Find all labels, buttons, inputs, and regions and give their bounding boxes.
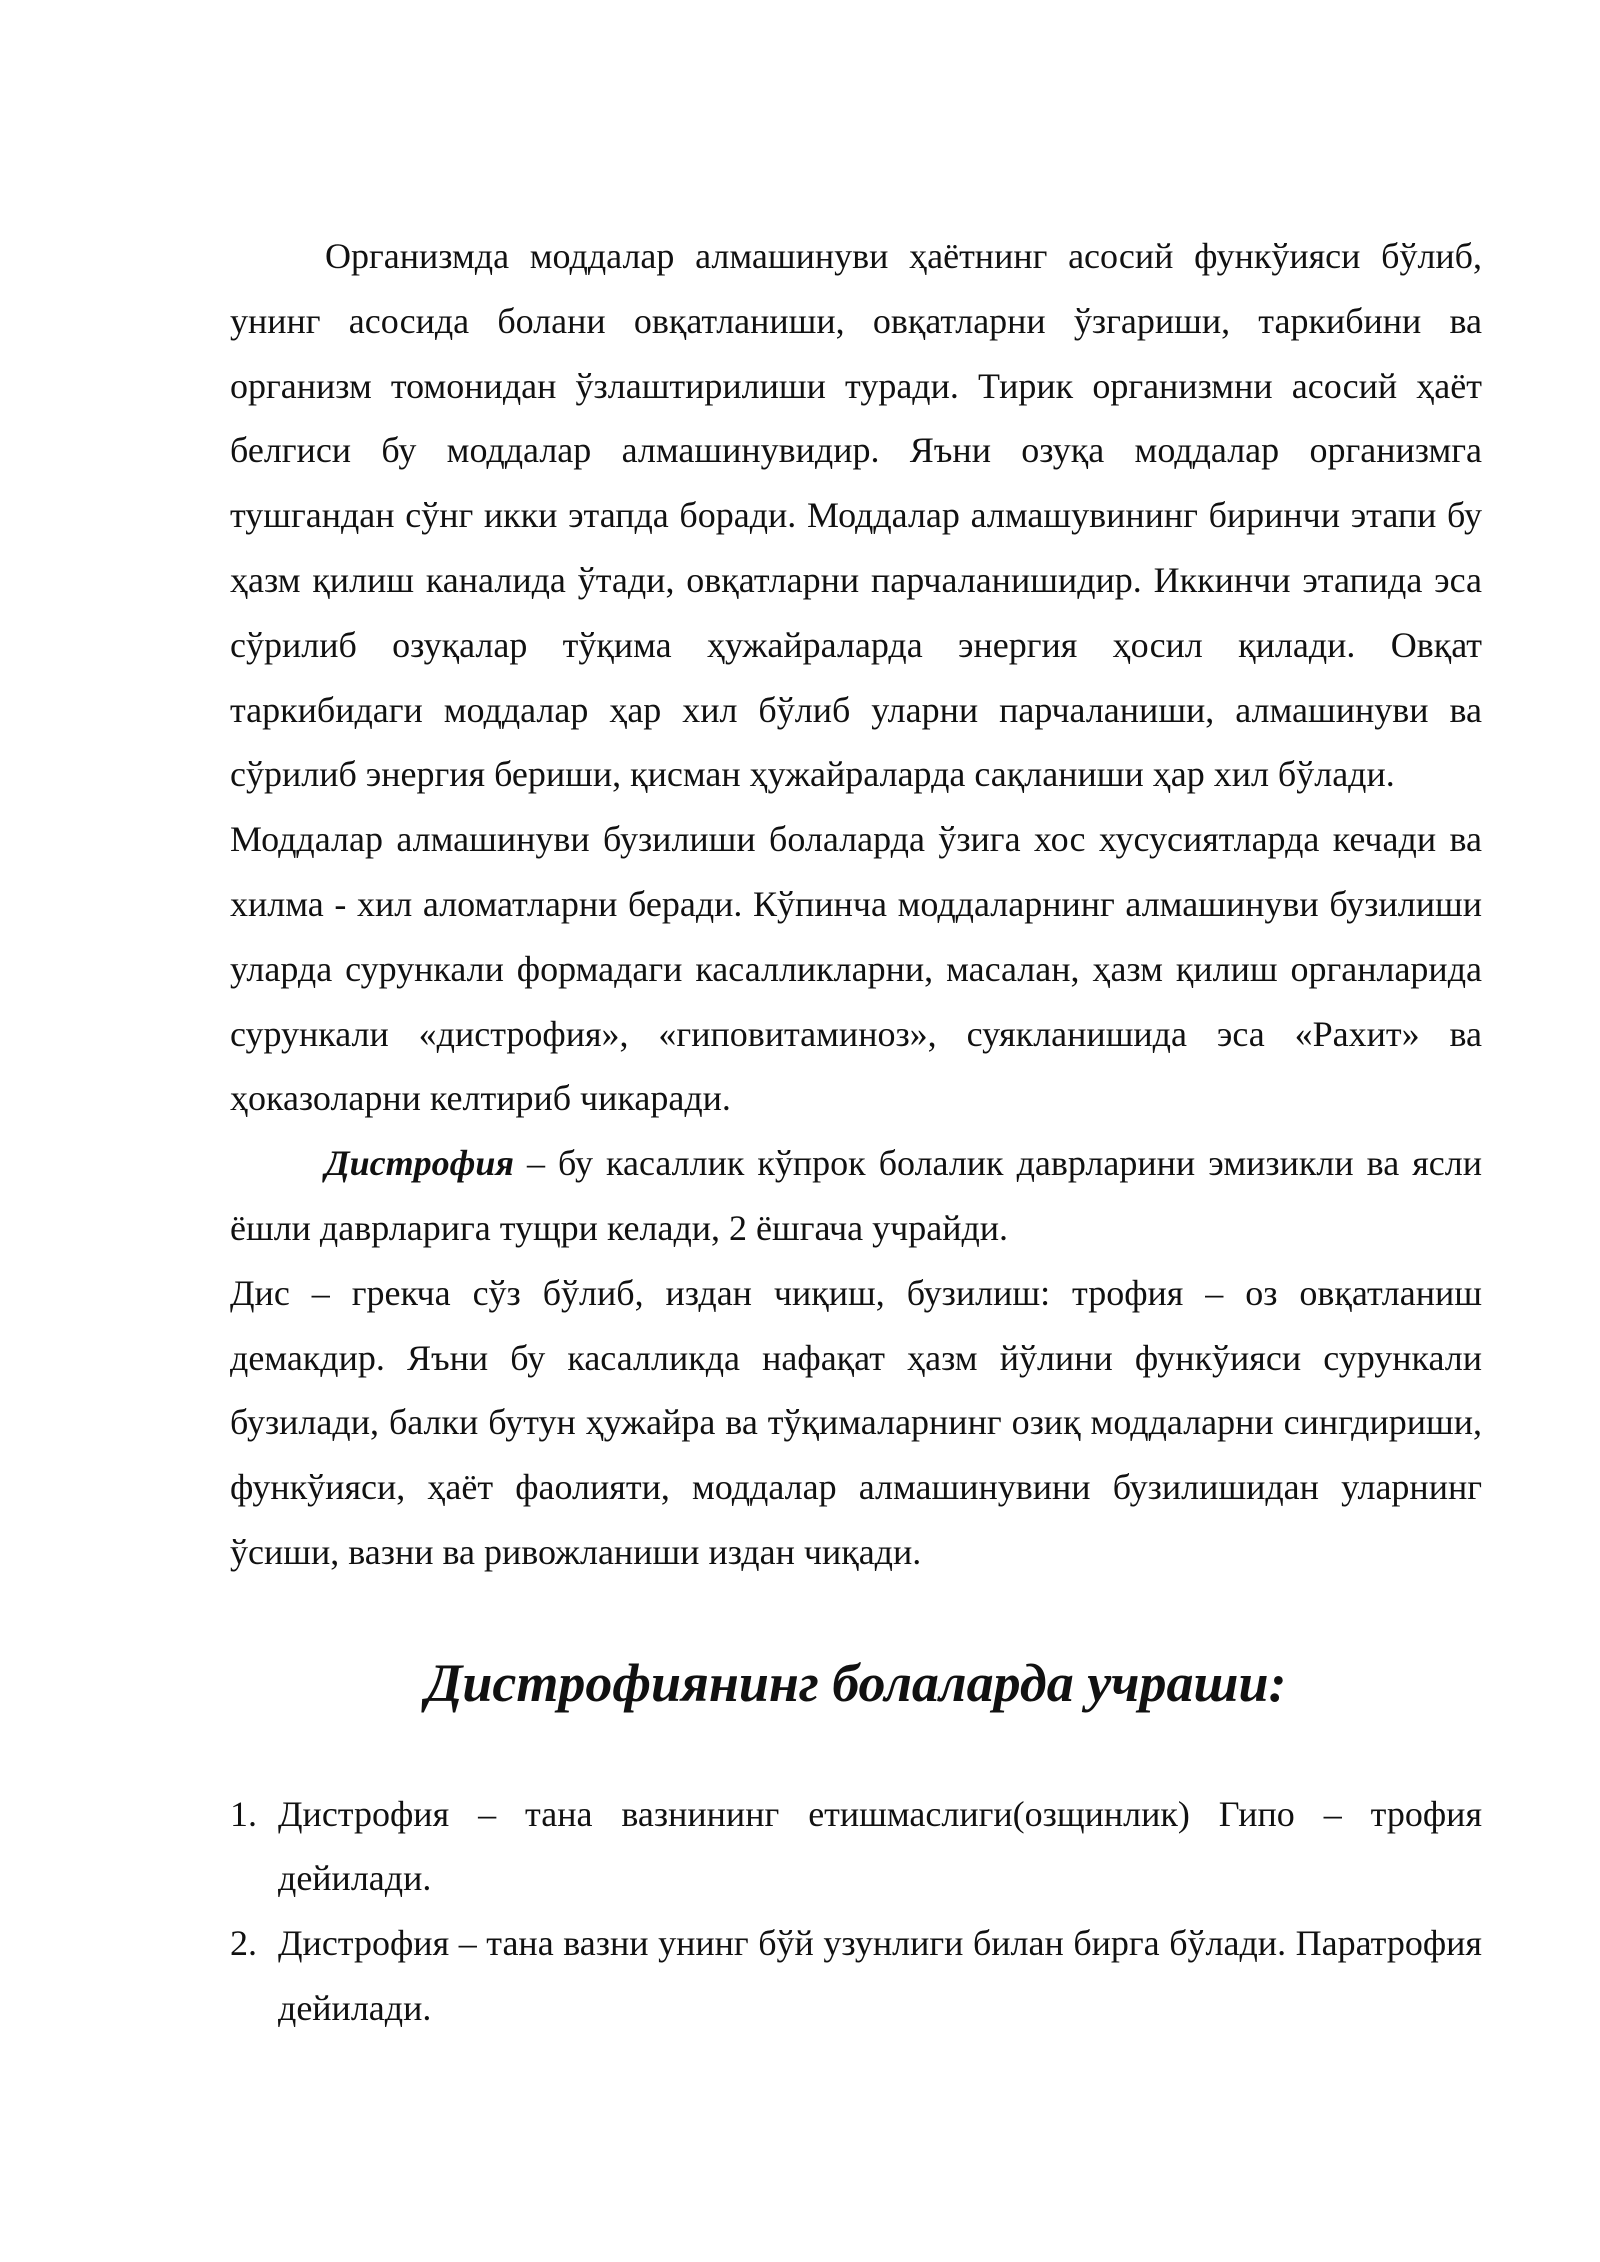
document-page bbox=[230, 224, 1482, 2041]
list-item bbox=[230, 1782, 1482, 1912]
list-item-number: 2. bbox=[230, 1923, 257, 1964]
dystrophy-definition-text: – бу касаллик кўпрок болалик даврларини эмизикли ва ясли ёшли даврларига тущри келади, 2 ёшгача учрайди. bbox=[230, 1143, 1482, 1248]
list-item-text: Дистрофия – тана вазнининг етишмаслиги(озщинлик) Гипо – трофия дейилади. bbox=[278, 1793, 1482, 1899]
paragraph-dystrophy-etymology: Дис – грекча сўз бўлиб, издан чиқиш, бузилиш: трофия – оз овқатланиш демакдир. Яъни бу касалликда нафақат ҳазм йўлини функўияси сурункали бузилади, балки бутун ҳужайра ва тўқималарнинг озиқ моддаларни сингдириши, функўияси, ҳаёт фаолияти, моддалар алмашинувини бузилишидан уларнинг ўсиши, вазни ва ривожланиши издан чиқади. bbox=[230, 1272, 1482, 1572]
numbered-list bbox=[230, 1782, 1482, 2041]
paragraph-metabolism-intro: Организмда моддалар алмашинуви ҳаётнинг асосий функўияси бўлиб, унинг асосида болани овқатланиши, овқатларни ўзгариши, таркибини ва организм томонидан ўзлаштирилиши туради. Тирик организмни асосий ҳаёт белгиси бу моддалар алмашинувидир. Яъни озуқа моддалар организмга тушгандан сўнг икки этапда боради. Моддалар алмашувининг биринчи этапи бу ҳазм қилиш каналида ўтади, овқатларни парчаланишидир. Иккинчи этапида эса сўрилиб озуқалар тўқима ҳужайраларда энергия ҳосил қилади. Овқат таркибидаги моддалар ҳар хил бўлиб уларни парчаланиши, алмашинуви ва сўрилиб энергия бериши, қисман ҳужайраларда сақланиши ҳар хил бўлади. bbox=[230, 236, 1482, 795]
list-item-text: Дистрофия – тана вазни унинг бўй узунлиги билан бирга бўлади. Паратрофия дейилади. bbox=[278, 1923, 1482, 2028]
section-heading: Дистрофиянинг болаларда учраши: bbox=[425, 1652, 1287, 1713]
term-dystrophy: Дистрофия bbox=[325, 1143, 514, 1184]
list-item-number: 1. bbox=[230, 1793, 257, 1834]
paragraph-metabolism-disorders: Моддалар алмашинуви бузилиши болаларда ўзига хос хусусиятларда кечади ва хилма - хил аломатларни беради. Кўпинча моддаларнинг алмашинуви бузилиши уларда сурункали формадаги касалликларни, масалан, ҳазм қилиш органларида сурункали «дистрофия», «гиповитаминоз», суякланишида эса «Рахит» ва ҳоказоларни келтириб чикаради. bbox=[230, 819, 1482, 1119]
list-item bbox=[230, 1911, 1482, 2041]
paragraph-dystrophy-definition bbox=[230, 1131, 1482, 1261]
